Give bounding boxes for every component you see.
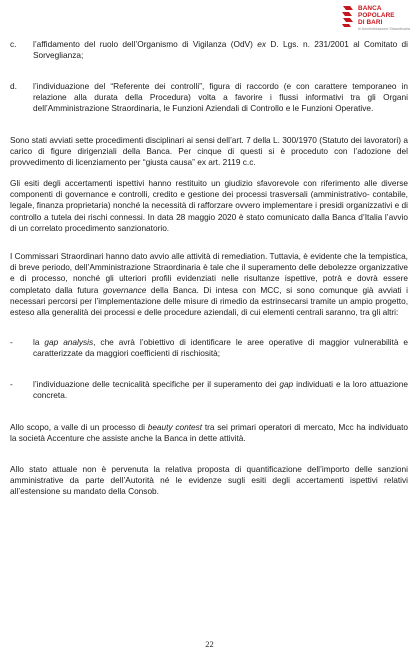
dash-item-technicalities: l’individuazione delle tecnicalità specifiche per il superamento dei gap individuati e la loro attuazione concreta. <box>33 379 408 401</box>
paragraph-sanctions: Allo stato attuale non è pervenuta la relativa proposta di quantificazione dell’importo delle sanzioni amministrative da parte dell’Autorità né le evidenze sugli esiti degli accertamenti ispettivi relativi all’estensione su mandato della Consob. <box>10 464 408 497</box>
paragraph-disciplinary: Sono stati avviati sette procedimenti disciplinari ai sensi dell’art. 7 della L. 300/1970 (Statuto dei lavoratori) a carico di figure dirigenziali della Banca. Per cinque di questi si è proceduto con l’adozione del provvedimento di licenziamento per “giusta causa” ex art. 2119 c.c. <box>10 135 408 168</box>
dash-marker-2: - <box>10 379 13 389</box>
list-marker-c: c. <box>10 39 17 49</box>
bank-logo-text <box>358 5 410 31</box>
logo-line-3: DI BARI <box>358 19 383 27</box>
dash-marker-1: - <box>10 337 13 347</box>
dash-item-gap-analysis: la gap analysis, che avrà l’obiettivo di identificare le aree operative di maggior vulnerabilità e caratterizzate da maggiori coefficienti di rischiosità; <box>33 337 408 359</box>
paragraph-inspection-results: Gli esiti degli accertamenti ispettivi hanno restituito un giudizio sfavorevole con riferimento alle diverse componenti di governance e controlli, credito e gestione dei processi trasversali (amministrativo- contabile, legale, finanza proprietaria) nonché la necessità di rafforzare ovvero implementare i presidi organizzativi e di controllo a tutela dei rischi connessi. In data 28 maggio 2020 è stato comunicato dalla Banca d’Italia l’avvio di un correlato procedimento sanzionatorio. <box>10 178 408 233</box>
bank-logo <box>341 4 413 30</box>
logo-subline: In Amministrazione Straordinaria <box>358 26 410 31</box>
bank-logo-mark <box>341 4 355 28</box>
list-item-d: l’individuazione del “Referente dei controlli”, figura di raccordo (e con carattere temporaneo in relazione alla durata della Procedura) volta a favorire i flussi informativi tra gli Organi dell’Amministrazione Straordinaria, le Funzioni Aziendali di Controllo e le Funzioni Operative. <box>33 81 408 114</box>
list-marker-d: d. <box>10 81 17 91</box>
logo-line-1: BANCA <box>358 5 382 12</box>
logo-line-2: POPOLARE <box>358 12 395 20</box>
page-number: 22 <box>205 639 214 649</box>
paragraph-remediation: I Commissari Straordinari hanno dato avvio alle attività di remediation. Tuttavia, è evidente che la tempistica, di breve periodo, dell’Amministrazione Straordinaria è tale che il superamento delle debolezze organizzative e di processo, nonché gli ulteriori profili evidenziati nelle risultanze ispettive, potrà e dovrà essere completato dalla futura governance della Banca. Di intesa con MCC, si sono comunque già avviati i necessari percorsi per l’implementazione delle misure di rimedio da estrinsecarsi tramite un ampio progetto, esteso alla generalità dei processi e delle procedure aziendali, di cui elementi centrali saranno, tra gli altri: <box>10 251 408 318</box>
list-item-c: l’affidamento del ruolo dell’Organismo di Vigilanza (OdV) ex D. Lgs. n. 231/2001 al Comitato di Sorveglianza; <box>33 39 408 61</box>
paragraph-beauty-contest: Allo scopo, a valle di un processo di beauty contest tra sei primari operatori di mercato, Mcc ha individuato la società Accenture che assiste anche la Banca in dette attività. <box>10 422 408 444</box>
